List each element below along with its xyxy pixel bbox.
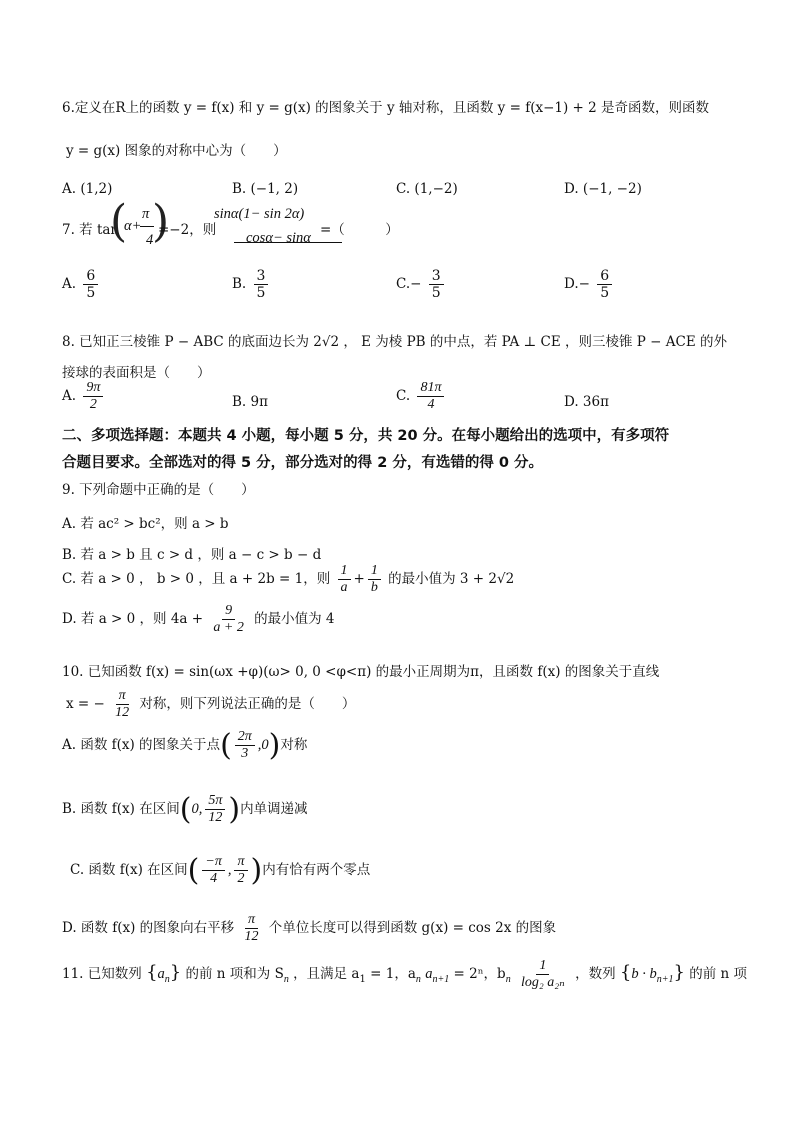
q10-option-b: B. 函数 f(x) 在区间(0, $\frac{5\pi}{12}$ )内单调递减 xyxy=(62,792,308,827)
q10-line2: x = − $\frac{\pi}{12}$ 对称，则下列说法正确的是（ ） xyxy=(66,688,356,721)
q11-line: 11. 已知数列 $\{a_n\}$ 的前 n 项和为 $S_n$ ，且满足 $a_1 = 1$，$a_n$ $a_{n+1} = 2^n$，$b_n$ $\frac{1}{\text{log₂ a₂ₙ}}$ ，数列 $\{b \cdot b_{n+1}\}$ 的前 n 项 xyxy=(62,958,747,991)
q10-option-d: D. 函数 f(x) 的图象向右平移 $\frac{\pi}{12}$ 个单位长度可以得到函数 g(x) = cos 2x 的图象 xyxy=(62,912,557,945)
q6-option-c: C. (1,−2) xyxy=(396,181,458,197)
q10-option-c: C. 函数 f(x) 在区间( $\frac{-\pi}{4}$ , $\frac{\pi}{2}$ )内有恰有两个零点 xyxy=(70,853,371,888)
q9-option-c: C. 若 a > 0 ， b > 0 ，且 a + 2b = 1，则 $\frac{1}{a}$ + $\frac{1}{b}$ 的最小值为 3 + 2√2 xyxy=(62,563,515,596)
q7-denominator: cosα− sinα xyxy=(246,230,311,246)
q7-pi: π xyxy=(142,206,150,222)
q8-option-c: C. $\frac{81\pi}{4}$ xyxy=(396,380,447,413)
q7-four: 4 xyxy=(146,232,154,248)
q7-prefix: 7. 若 tan xyxy=(62,222,120,238)
q7-option-c: C.− $\frac{3}{5}$ xyxy=(396,268,447,301)
q10-line1: 10. 已知函数 f(x) = sin(ωx +φ)(ω> 0, 0 <φ<π) 的最小正周期为π，且函数 f(x) 的图象关于直线 xyxy=(62,664,660,680)
q7-option-b: B. $\frac{3}{5}$ xyxy=(232,268,271,301)
q8-option-d: D. 36π xyxy=(564,394,609,410)
q6-option-a: A. (1,2) xyxy=(62,181,113,197)
q7-option-a: A. $\frac{6}{5}$ xyxy=(62,268,101,301)
q6-option-b: B. (−1, 2) xyxy=(232,181,299,197)
q10-option-a: A. 函数 f(x) 的图象关于点( $\frac{2\pi}{3}$ ,0)对称 xyxy=(62,728,308,763)
q9-option-d: D. 若 a > 0 ，则 4a + $\frac{9}{a + 2}$ 的最小值为 4 xyxy=(62,603,335,636)
q6-line2: y = g(x) 图象的对称中心为（ ） xyxy=(66,143,287,159)
q8-line2: 接球的表面积是（ ） xyxy=(62,365,211,381)
q9-option-b: B. 若 a > b 且 c > d ，则 a − c > b − d xyxy=(62,547,322,563)
q7-paren-left: ( xyxy=(110,196,128,247)
q8-option-a: A. $\frac{9\pi}{2}$ xyxy=(62,380,106,413)
q7-eq: =−2，则 xyxy=(158,222,217,238)
q6-option-d: D. (−1, −2) xyxy=(564,181,642,197)
section2-line1: 二、多项选择题：本题共 4 小题，每小题 5 分，共 20 分。在每小题给出的选项中，有多项符 xyxy=(62,428,670,444)
q6-line1: 6.定义在R上的函数 y = f(x) 和 y = g(x) 的图象关于 y 轴对称，且函数 y = f(x−1) + 2 是奇函数，则函数 xyxy=(62,100,710,116)
q7-numerator: sinα(1− sin 2α) xyxy=(214,206,305,222)
q8-option-b: B. 9π xyxy=(232,394,268,410)
q9-option-a: A. 若 ac² > bc²，则 a > b xyxy=(62,516,229,532)
q7-paren-right: ) xyxy=(152,196,170,247)
q7-alpha-plus: α+ xyxy=(124,218,142,234)
q9-stem: 9. 下列命题中正确的是（ ） xyxy=(62,482,255,498)
q7-option-d: D.− $\frac{6}{5}$ xyxy=(564,268,615,301)
q7-tail: =（ ） xyxy=(320,222,399,238)
section2-line2: 合题目要求。全部选对的得 5 分，部分选对的得 2 分，有选错的得 0 分。 xyxy=(62,455,544,471)
q8-line1: 8. 已知正三棱锥 P − ABC 的底面边长为 2√2 ， E 为棱 PB 的中点，若 PA ⊥ CE ，则三棱锥 P − ACE 的外 xyxy=(62,334,727,350)
